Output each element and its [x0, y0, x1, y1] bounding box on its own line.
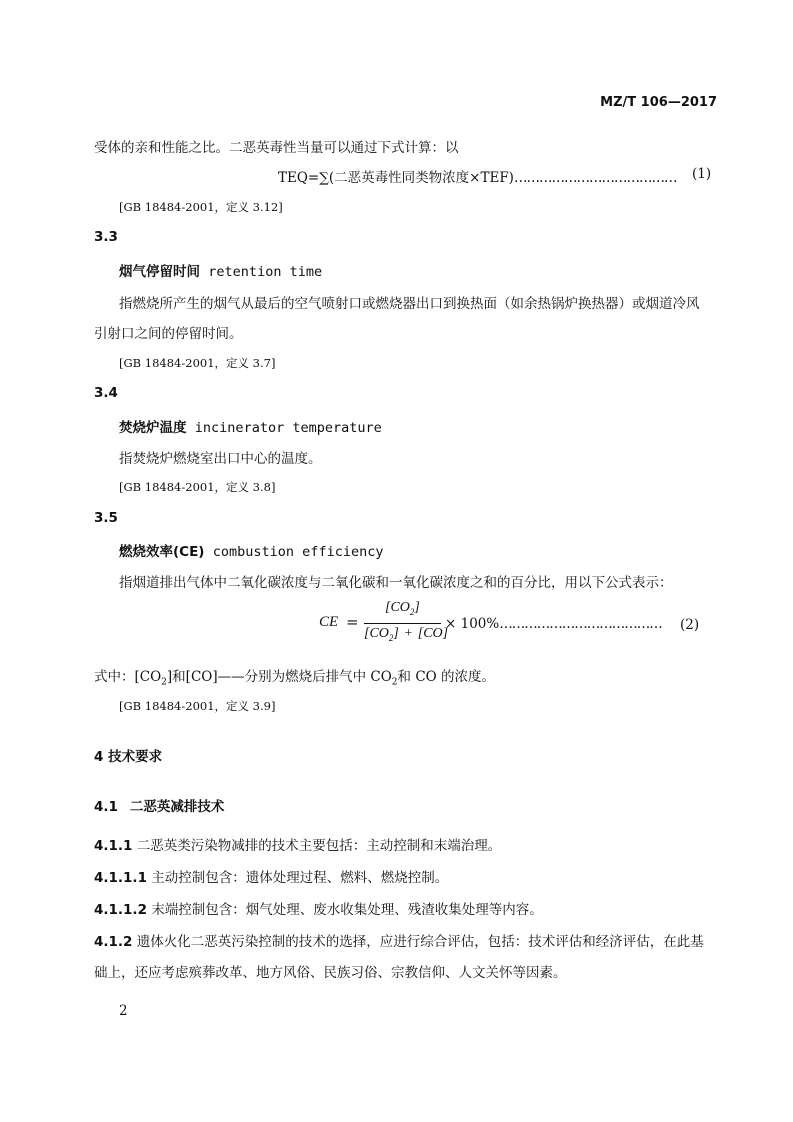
- definition-text: 指燃烧所产生的烟气从最后的空气喷射口或燃烧器出口到换热面（如余热锅炉换热器）或烟道冷风: [119, 296, 700, 312]
- clause-number: 3.5: [94, 510, 118, 526]
- clause-number: 3.4: [94, 385, 118, 401]
- section-title: 4 技术要求: [94, 749, 163, 765]
- clause-4-1-1-2: 4.1.1.2 末端控制包含：烟气处理、废水收集处理、残渣收集处理等内容。: [94, 902, 543, 918]
- formula-2-number: (2): [680, 617, 700, 633]
- reference-note: [GB 18484-2001，定义 3.7]: [119, 356, 276, 370]
- term-entry: [119, 540, 383, 560]
- definition-text-continued: 引射口之间的停留时间。: [94, 326, 243, 342]
- formula-2-denominator: $[CO_2] + [CO]$: [364, 626, 449, 643]
- clause-4-1-1-1: 4.1.1.1 主动控制包含：遗体处理过程、燃料、燃烧控制。: [94, 870, 449, 886]
- term-chinese: 燃烧效率(CE): [119, 544, 205, 560]
- document-code: MZ/T 106—2017: [600, 95, 717, 110]
- subsection-title: 4.1 二恶英减排技术: [94, 799, 225, 815]
- page-number: 2: [119, 1003, 128, 1019]
- definition-text: 指烟道排出气体中二氧化碳浓度与二氧化碳和一氧化碳浓度之和的百分比，用以下公式表示：: [119, 575, 673, 591]
- term-entry: [119, 260, 322, 280]
- formula-2-leader: …………………………………: [499, 616, 662, 632]
- formula-2-multiplier: × 100%…………………………………: [445, 616, 662, 632]
- definition-text: 指焚烧炉燃烧室出口中心的温度。: [119, 451, 322, 467]
- fraction-bar: [364, 623, 441, 624]
- term-chinese: 焚烧炉温度: [119, 420, 187, 436]
- paragraph-text: 受体的亲和性能之比。二恶英毒性当量可以通过下式计算：以: [94, 140, 459, 156]
- reference-note: [GB 18484-2001，定义 3.12]: [119, 200, 283, 214]
- formula-explanation: 式中：$[CO_2]$和[CO]——分别为燃烧后排气中 $CO_2$和 CO 的浓度。: [94, 669, 496, 688]
- term-chinese: 烟气停留时间: [119, 264, 200, 280]
- formula-1-number: (1): [692, 166, 712, 182]
- formula-1: [278, 166, 676, 186]
- term-english: retention time: [208, 264, 323, 280]
- formula-2-equals: =: [346, 613, 359, 631]
- formula-1-expression: TEQ=∑(二恶英毒性同类物浓度×TEF): [278, 170, 514, 186]
- clause-4-1-1: 4.1.1 二恶英类污染物减排的技术主要包括：主动控制和末端治理。: [94, 838, 502, 854]
- term-english: combustion efficiency: [212, 544, 384, 560]
- clause-number: 3.3: [94, 229, 118, 245]
- formula-1-leader: …………………………………: [513, 170, 677, 186]
- term-entry: [119, 416, 382, 436]
- reference-note: [GB 18484-2001，定义 3.8]: [119, 480, 276, 494]
- reference-note: [GB 18484-2001，定义 3.9]: [119, 699, 276, 713]
- formula-2-lhs: CE: [319, 614, 339, 630]
- clause-4-1-2-continued: 础上，还应考虑殡葬改革、地方风俗、民族习俗、宗教信仰、人文关怀等因素。: [94, 965, 567, 981]
- clause-4-1-2: 4.1.2 遗体火化二恶英污染控制的技术的选择，应进行综合评估，包括：技术评估和经济评估，在此基: [94, 934, 704, 950]
- term-english: incinerator temperature: [194, 420, 382, 436]
- formula-2-numerator: $[CO_2]$: [385, 600, 420, 617]
